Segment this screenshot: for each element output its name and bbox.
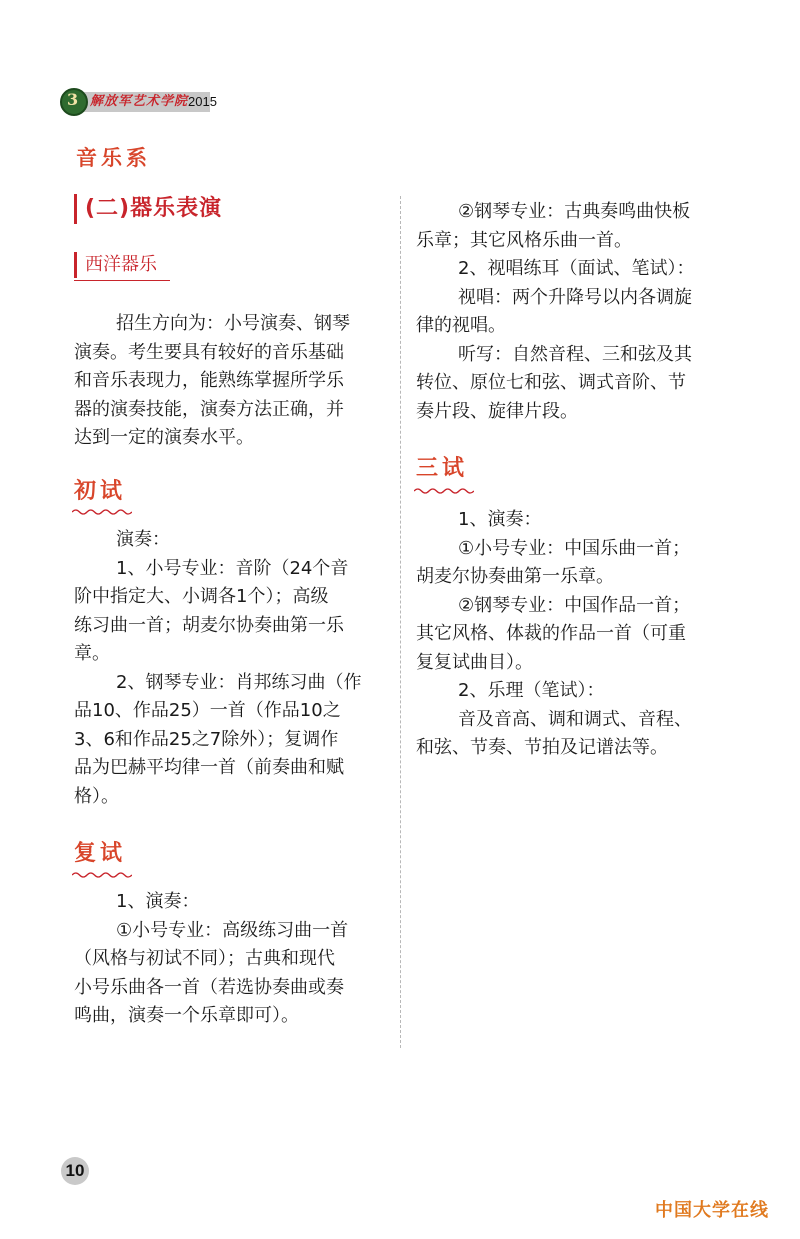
text-line: 1、演奏： [458,509,542,530]
intro-paragraph [74,310,386,453]
text-line: 演奏。考生要具有较好的音乐基础 [74,341,344,363]
text-line: 小号乐曲各一首（若选协奏曲或奏 [74,976,344,998]
chushi-wave-underline [72,508,132,516]
chushi-heading: 初试 [74,479,127,504]
text-line: 章。 [74,643,110,664]
text-line: ①小号专业：高级练习曲一首 [116,919,349,941]
header-year: 2015 [188,94,217,109]
text-line: 胡麦尔协奏曲第一乐章。 [416,566,614,587]
text-line: 复复试曲目）。 [416,651,533,673]
sanshi-wave-underline [414,487,474,495]
chushi-content [74,526,386,811]
text-line: 其它风格、体裁的作品一首（可重 [416,623,686,644]
text-line: 2、钢琴专业：肖邦练习曲（作 [116,671,362,693]
text-line: 和音乐表现力，能熟练掌握所学乐 [74,370,344,391]
subsection-title: 西洋器乐 [74,252,157,278]
text-line: 转位、原位七和弦、调式音阶、节 [416,372,686,393]
text-line: 视唱：两个升降号以内各调旋 [458,286,692,308]
text-line: 奏片段、旋律片段。 [416,400,578,422]
fushi-heading: 复试 [74,841,127,866]
text-line: 阶中指定大、小调各1个）；高级 [74,586,329,607]
text-line: 招生方向为：小号演奏、钢琴 [116,313,350,334]
text-line: ①小号专业：中国乐曲一首； [458,537,691,559]
sanshi-content [416,506,728,763]
text-line: 2、乐理（笔试）： [458,680,605,701]
text-line: （风格与初试不同）；古典和现代 [74,948,335,969]
page-header [60,88,220,118]
text-line: 器的演奏技能，演奏方法正确，并 [74,398,344,420]
text-line: 律的视唱。 [416,315,506,336]
text-line: 品10、作品25）一首（作品10之 [74,700,341,721]
text-line: 达到一定的演奏水平。 [74,427,254,448]
text-line: 听写：自然音程、三和弦及其 [458,343,692,365]
school-name: 解放军艺术学院 [90,94,189,109]
text-line: 格）。 [74,785,119,807]
fushi-content [74,888,386,1031]
text-line: 乐章；其它风格乐曲一首。 [416,229,632,251]
text-line: 演奏： [116,529,170,550]
text-line: 3、6和作品25之7除外）；复调作 [74,728,339,750]
text-line: 鸣曲，演奏一个乐章即可）。 [74,1005,299,1026]
text-line: 练习曲一首；胡麦尔协奏曲第一乐 [74,614,344,636]
text-line: 和弦、节奏、节拍及记谱法等。 [416,737,668,758]
watermark-text: 中国大学在线 [655,1200,769,1221]
text-line: 品为巴赫平均律一首（前奏曲和赋 [74,757,344,778]
page-number: 10 [61,1157,89,1185]
text-line: 音及音高、调和调式、音程、 [458,708,692,730]
fushi-wave-underline [72,871,132,879]
logo-mark: 3 [67,90,79,109]
text-line: ②钢琴专业：中国作品一首； [458,594,691,616]
subsection-underline [74,280,170,281]
text-line: 1、演奏： [116,891,200,912]
sanshi-heading: 三试 [416,456,469,481]
department-title: 音乐系 [76,145,151,170]
right-column-top-content [416,198,728,426]
text-line: 1、小号专业：音阶（24个音 [116,557,349,579]
column-divider [400,196,401,1048]
section-title: (二)器乐表演 [74,194,222,224]
text-line: 2、视唱练耳（面试、笔试）： [458,258,695,279]
text-line: ②钢琴专业：古典奏鸣曲快板 [458,201,691,222]
